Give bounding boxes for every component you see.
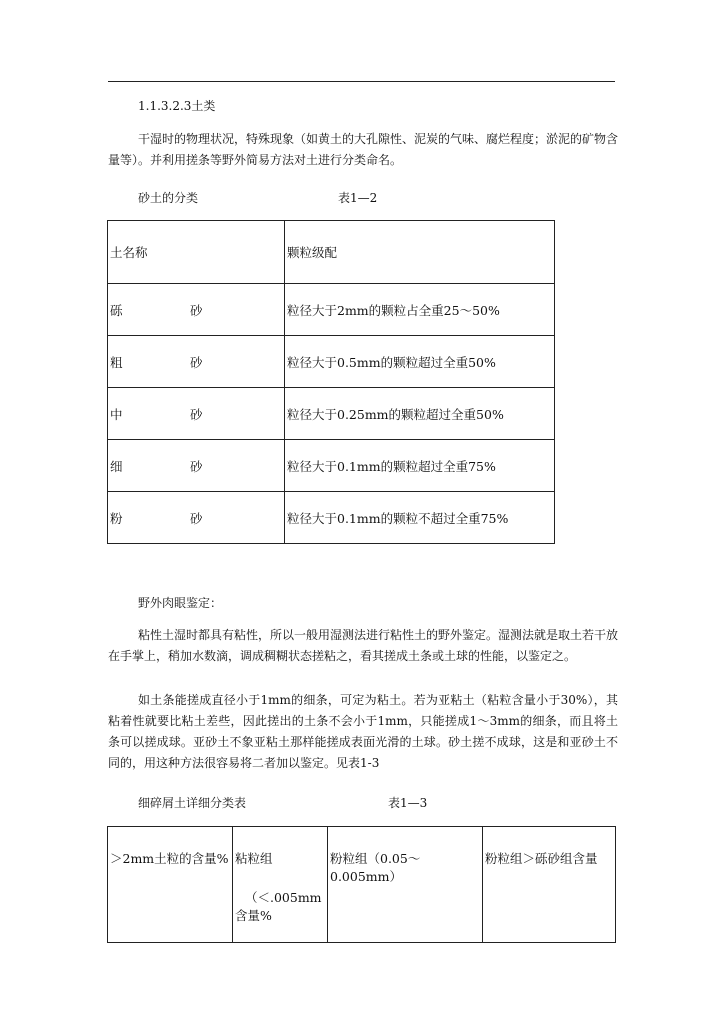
soil-name-cell	[108, 440, 285, 492]
soil-name-second: 砂	[190, 510, 203, 526]
soil-name-second: 砂	[190, 354, 203, 370]
soil-name-cell	[108, 284, 285, 336]
table-row	[108, 284, 555, 336]
table2-number: 表1—3	[388, 796, 428, 810]
fine-soil-table	[107, 826, 616, 943]
table-row	[108, 388, 555, 440]
header-silt-vs-sand: 粉粒组＞砾砂组含量	[483, 827, 616, 943]
grading-cell: 粒径大于0.5mm的颗粒超过全重50%	[285, 336, 555, 388]
table-header-row	[108, 827, 616, 943]
header-gravel-content: ＞2mm土粒的含量%	[108, 827, 233, 943]
silt-paragraph: 如土条能搓成直径小于1mm的细条，可定为粘土。若为亚粘土（粘粒含量小于30%），其粘着性就要比粘土差些，因此搓出的土条不会小于1mm，只能搓成1～3mm的细条，而且将土条可以搓成球。亚砂土不象亚粘土那样能搓成表面光滑的土球。砂土搓不成球，这是和亚砂土不同的，用这种方法很容易将二者加以鉴定。见表1-3	[108, 693, 618, 770]
clay-group-subtitle: （＜.005mm含量%	[235, 890, 322, 923]
table2-caption: 细碎屑土详细分类表	[138, 796, 247, 810]
grading-cell: 粒径大于2mm的颗粒占全重25～50%	[285, 284, 555, 336]
field-heading: 野外肉眼鉴定：	[138, 596, 223, 610]
soil-name-cell	[108, 492, 285, 544]
wet-test-paragraph: 粘性土湿时都具有粘性，所以一般用湿测法进行粘性土的野外鉴定。湿测法就是取土若干放在手掌上，稍加水数滴，调成稠糊状态搓粘之，看其搓成土条或土球的性能，以鉴定之。	[108, 628, 619, 663]
grading-cell: 粒径大于0.1mm的颗粒超过全重75%	[285, 440, 555, 492]
table-header-row	[108, 221, 555, 284]
table1-number: 表1—2	[338, 191, 378, 205]
soil-name-first: 砾	[110, 302, 123, 318]
header-clay-group	[233, 827, 328, 943]
grading-cell: 粒径大于0.25mm的颗粒超过全重50%	[285, 388, 555, 440]
table-row	[108, 492, 555, 544]
table-row	[108, 440, 555, 492]
clay-group-title: 粘粒组	[235, 851, 273, 866]
table1-caption: 砂土的分类	[138, 191, 199, 205]
soil-name-second: 砂	[190, 406, 203, 422]
intro-paragraph: 干湿时的物理状况，特殊现象（如黄土的大孔隙性、泥炭的气味、腐烂程度；淤泥的矿物含量等）。并利用搓条等野外简易方法对土进行分类命名。	[108, 132, 619, 167]
header-grading: 颗粒级配	[285, 221, 555, 284]
soil-name-first: 中	[110, 406, 123, 422]
header-silt-group: 粉粒组（0.05～0.005mm）	[328, 827, 483, 943]
soil-name-cell	[108, 388, 285, 440]
table-row	[108, 336, 555, 388]
soil-name-second: 砂	[190, 458, 203, 474]
soil-name-cell	[108, 336, 285, 388]
header-rule	[108, 81, 615, 82]
soil-name-first: 细	[110, 458, 123, 474]
sand-classification-table	[107, 220, 555, 544]
section-heading: 1.1.3.2.3土类	[138, 99, 216, 113]
soil-name-first: 粗	[110, 354, 123, 370]
header-soil-name: 土名称	[108, 221, 285, 284]
soil-name-second: 砂	[190, 302, 203, 318]
soil-name-first: 粉	[110, 510, 123, 526]
grading-cell: 粒径大于0.1mm的颗粒不超过全重75%	[285, 492, 555, 544]
